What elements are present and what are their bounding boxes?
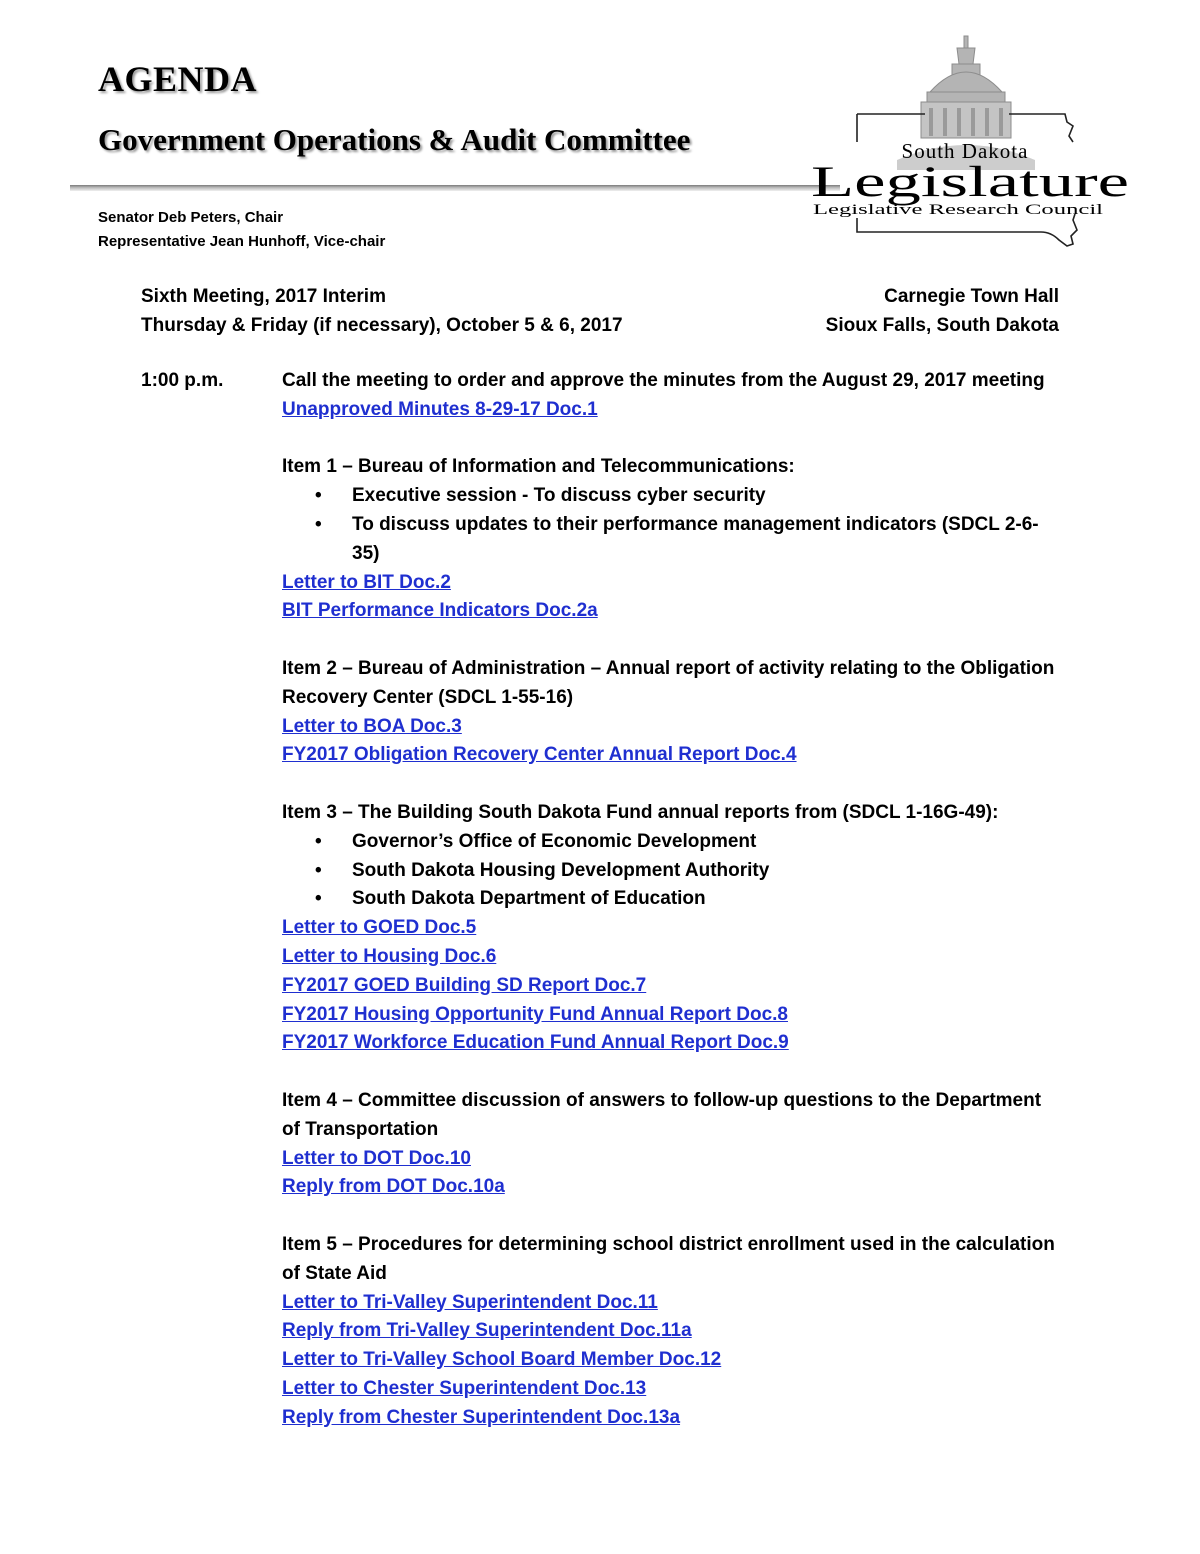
meeting-venue: Carnegie Town Hall bbox=[884, 286, 1059, 307]
bullet-item: • Executive session - To discuss cyber security bbox=[282, 482, 1057, 511]
agenda-opening bbox=[282, 367, 1057, 425]
doc-link[interactable]: Letter to Tri-Valley School Board Member Doc.12 bbox=[282, 1349, 722, 1371]
item-bullets bbox=[282, 482, 1057, 568]
page-title: AGENDA bbox=[98, 59, 258, 99]
bullet-item: • South Dakota Housing Development Authority bbox=[282, 857, 1057, 886]
meeting-info bbox=[141, 283, 1059, 340]
bullet-item: • Governor’s Office of Economic Development bbox=[282, 828, 1057, 857]
doc-link[interactable]: Letter to GOED Doc.5 bbox=[282, 917, 477, 939]
doc-link[interactable]: FY2017 GOED Building SD Report Doc.7 bbox=[282, 974, 647, 996]
agenda-item-1 bbox=[282, 453, 1057, 626]
item-bullets bbox=[282, 828, 1057, 914]
agenda-item-4 bbox=[282, 1087, 1057, 1202]
bullet-item: • South Dakota Department of Education bbox=[282, 885, 1057, 914]
doc-link[interactable]: Letter to Chester Superintendent Doc.13 bbox=[282, 1377, 647, 1399]
doc-link[interactable]: FY2017 Workforce Education Fund Annual Report Doc.9 bbox=[282, 1032, 789, 1054]
chair: Senator Deb Peters, Chair bbox=[98, 209, 284, 226]
doc-link[interactable]: FY2017 Housing Opportunity Fund Annual Report Doc.8 bbox=[282, 1003, 788, 1025]
agenda-item-2 bbox=[282, 655, 1057, 770]
item-heading: Item 4 – Committee discussion of answers to follow-up questions to the Department of Transportation bbox=[282, 1089, 1042, 1140]
legislature-logo bbox=[805, 30, 1135, 255]
item-heading: Item 1 – Bureau of Information and Telecommunications: bbox=[282, 456, 795, 478]
logo-line1: South Dakota bbox=[901, 139, 1029, 163]
doc-link[interactable]: BIT Performance Indicators Doc.2a bbox=[282, 600, 598, 622]
vice-chair: Representative Jean Hunhoff, Vice-chair bbox=[98, 233, 386, 250]
committee-name: Government Operations & Audit Committee bbox=[98, 122, 691, 157]
agenda-item-5 bbox=[282, 1231, 1057, 1433]
doc-link[interactable]: Reply from Tri-Valley Superintendent Doc.11a bbox=[282, 1320, 692, 1342]
header-rule bbox=[70, 185, 840, 191]
doc-link[interactable]: Unapproved Minutes 8-29-17 Doc.1 bbox=[282, 398, 598, 420]
item-heading: Item 3 – The Building South Dakota Fund annual reports from (SDCL 1-16G-49): bbox=[282, 801, 999, 823]
committee-officers bbox=[98, 206, 385, 254]
doc-link[interactable]: Letter to Housing Doc.6 bbox=[282, 945, 497, 967]
doc-link[interactable]: Letter to DOT Doc.10 bbox=[282, 1147, 471, 1169]
logo-line2: Legislature bbox=[811, 159, 1129, 206]
meeting-city: Sioux Falls, South Dakota bbox=[825, 314, 1059, 336]
doc-link[interactable]: Reply from DOT Doc.10a bbox=[282, 1176, 505, 1198]
agenda-time: 1:00 p.m. bbox=[141, 370, 224, 391]
bullet-item: • To discuss updates to their performance management indicators (SDCL 2-6-35) bbox=[282, 511, 1057, 569]
doc-link[interactable]: Letter to Tri-Valley Superintendent Doc.11 bbox=[282, 1291, 658, 1313]
opening-text: Call the meeting to order and approve the minutes from the August 29, 2017 meeting bbox=[282, 370, 1045, 391]
item-heading: Item 2 – Bureau of Administration – Annual report of activity relating to the Obligation Recovery Center (SDCL 1-55-16) bbox=[282, 657, 1055, 708]
doc-link[interactable]: Letter to BOA Doc.3 bbox=[282, 715, 462, 737]
doc-link[interactable]: FY2017 Obligation Recovery Center Annual Report Doc.4 bbox=[282, 744, 797, 766]
item-heading: Item 5 – Procedures for determining school district enrollment used in the calculation of State Aid bbox=[282, 1233, 1055, 1284]
meeting-name: Sixth Meeting, 2017 Interim bbox=[141, 286, 386, 307]
logo-line3: Legislative Research Council bbox=[813, 202, 1103, 218]
agenda-item-3 bbox=[282, 799, 1057, 1058]
meeting-dates: Thursday & Friday (if necessary), October 5 & 6, 2017 bbox=[141, 314, 623, 336]
doc-link[interactable]: Reply from Chester Superintendent Doc.13a bbox=[282, 1406, 681, 1428]
agenda-content bbox=[282, 367, 1057, 1461]
doc-link[interactable]: Letter to BIT Doc.2 bbox=[282, 571, 451, 593]
